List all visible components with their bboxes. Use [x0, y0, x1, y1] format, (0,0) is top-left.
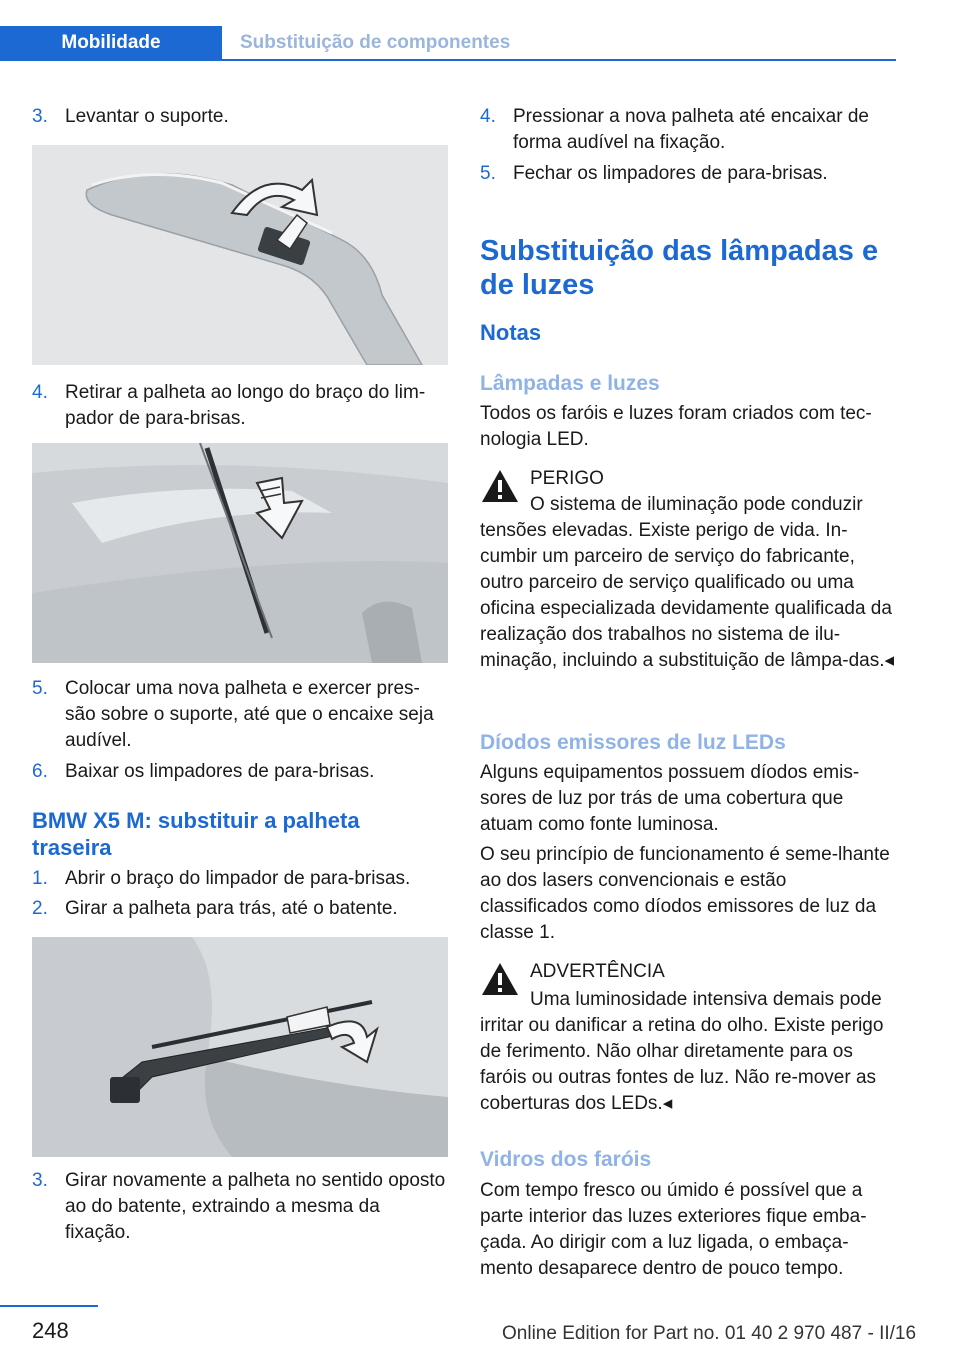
rear-wiper-heading: BMW X5 M: substituir a palheta traseira — [32, 808, 360, 860]
rear-wiper-illustration — [32, 937, 448, 1157]
edition-text: Online Edition for Part no. 01 40 2 970 487 - II/16 — [502, 1323, 917, 1344]
windshield-wiper-illustration — [32, 443, 448, 663]
warning-label: ADVERTÊNCIA — [530, 961, 665, 982]
figure-rear-wiper — [32, 937, 448, 1157]
danger-text: O sistema de iluminação pode conduzir tensões elevadas. Existe perigo de vida. In-cumbir um parceiro de serviço do fabricante, outro parceiro de serviço qualificado ou uma oficina especializada devidamente qualificada da realização dos trabalhos no sistema de ilu-minação, incluindo a substituição de lâmpa-das.◂ — [480, 494, 895, 671]
header-rule — [0, 59, 896, 61]
led-text-2: O seu princípio de funcionamento é seme-lhante ao dos lasers convencionais e estão classificados como díodos emissores de luz da classe 1. — [480, 844, 890, 943]
glass-text: Com tempo fresco ou úmido é possível que a parte interior das luzes exteriores fique emba-çada. Ao dirigir com a luz ligada, o embaça-mento desaparece dentro de pouco tempo. — [480, 1180, 867, 1279]
main-heading: Substituição das lâmpadas e de luzes — [480, 235, 879, 301]
lamps-text: Todos os faróis e luzes foram criados com tec-nologia LED. — [480, 403, 872, 450]
page-header — [0, 26, 896, 60]
page-number: 248 — [32, 1318, 69, 1343]
subsection-tab: Substituição de componentes — [240, 32, 511, 53]
figure-lift-holder — [32, 145, 448, 365]
glass-heading: Vidros dos faróis — [480, 1148, 652, 1171]
wiper-holder-illustration — [32, 145, 448, 365]
notes-heading: Notas — [480, 320, 542, 345]
footer-rule — [0, 1305, 98, 1307]
danger-label: PERIGO — [530, 468, 604, 489]
led-heading: Díodos emissores de luz LEDs — [480, 731, 786, 754]
warning-text: Uma luminosidade intensiva demais pode irritar ou danificar a retina do olho. Existe perigo de ferimento. Não olhar diretamente para os faróis ou outras fontes de luz. Não re-mover as coberturas dos LEDs.◂ — [480, 989, 884, 1114]
section-tab: Mobilidade — [0, 26, 222, 60]
lamps-heading: Lâmpadas e luzes — [480, 372, 660, 395]
led-text-1: Alguns equipamentos possuem díodos emis-sores de luz por trás de uma cobertura que atuam como fonte luminosa. — [480, 762, 860, 835]
figure-remove-blade — [32, 443, 448, 663]
